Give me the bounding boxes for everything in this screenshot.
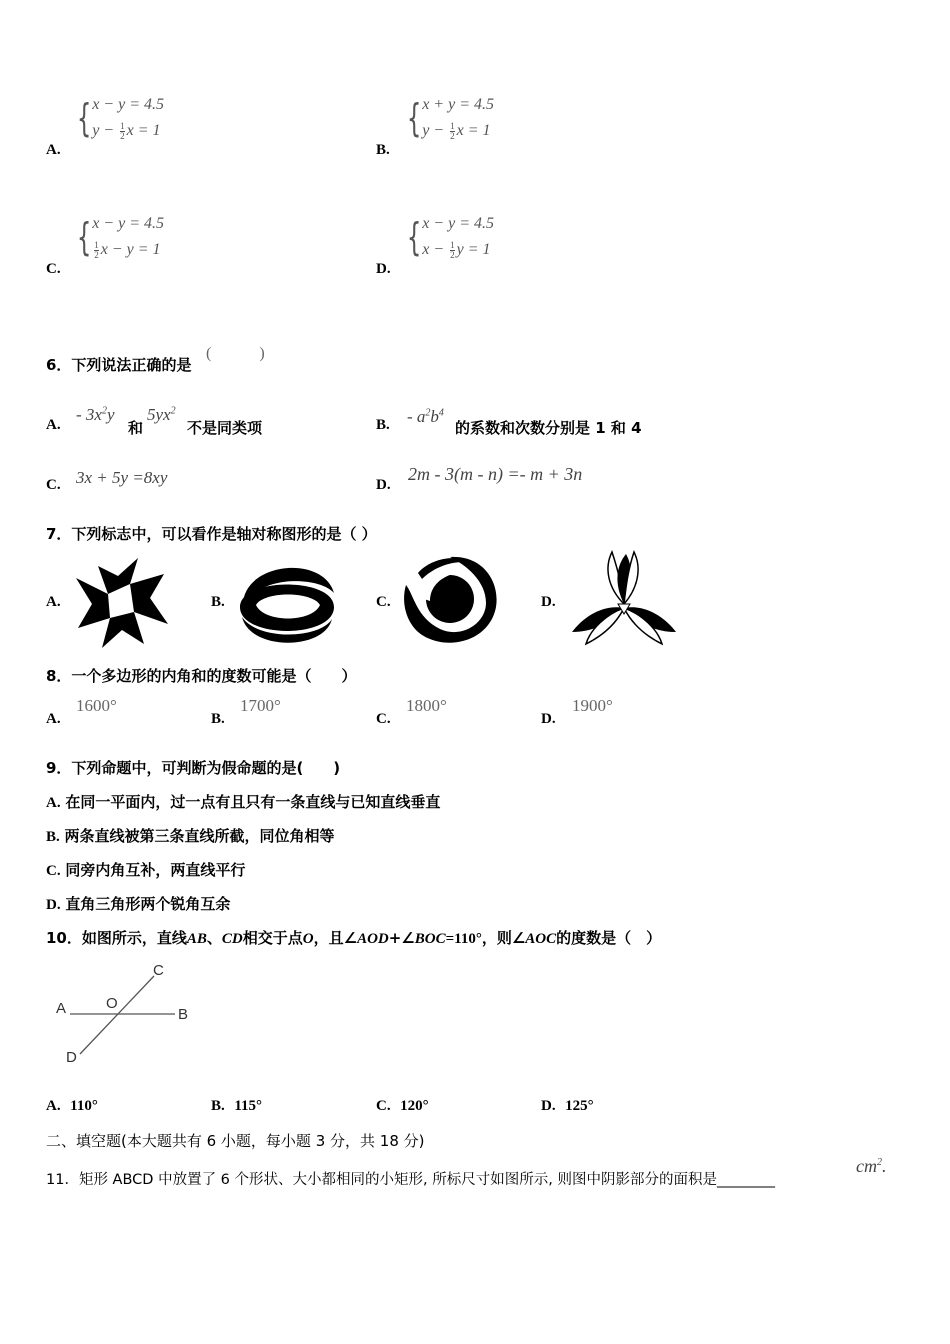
equation-2: y − $\frac{1}{2}$ x = 1: [92, 120, 161, 141]
equation-system: [72, 92, 164, 144]
q8-a-value: 1600°: [76, 696, 117, 715]
point-c-label: C: [153, 962, 164, 979]
point-b-label: B: [178, 1006, 189, 1023]
q10-option-c: C. 120°: [376, 1098, 429, 1114]
q7-logo-b: [234, 557, 340, 649]
q8-a-label: A.: [46, 711, 61, 727]
q6-d-label: D.: [376, 477, 391, 493]
equation-1: x + y = 4.5: [422, 96, 494, 113]
equation-2: $\frac{1}{2}$ x − y = 1: [94, 239, 161, 260]
brace-icon: {: [76, 215, 92, 259]
q6-a-and: 和: [128, 419, 144, 437]
q8-b-label: B.: [211, 711, 225, 727]
logo-a-star-left: [76, 578, 110, 628]
equation-2: x − $\frac{1}{2}$ y = 1: [422, 239, 491, 260]
equation-system: [402, 92, 494, 144]
line-cd: [80, 976, 154, 1054]
brace-icon: {: [406, 96, 422, 140]
q7-logo-c: [400, 553, 500, 649]
q9-option-b: B. 两条直线被第三条直线所截，同位角相等: [46, 827, 335, 845]
q7-logo-d: [568, 548, 680, 648]
q6-a-label: A.: [46, 417, 61, 433]
q6-a-term2: $5yx^2$: [147, 405, 176, 424]
q10-stem: 10．如图所示，直线AB、CD相交于点O，且∠AOD+∠BOC=110°，则∠AOC的度数是（ ）: [46, 929, 662, 947]
equation-1: x − y = 4.5: [422, 215, 494, 232]
equation-system: [72, 211, 164, 263]
option-label: D.: [376, 261, 391, 277]
point-a-label: A: [56, 1000, 67, 1017]
q6-stem: 6．下列说法正确的是: [46, 356, 192, 374]
q9-option-d: D. 直角三角形两个锐角互余: [46, 895, 231, 913]
q7-a-label: A.: [46, 594, 61, 610]
point-d-label: D: [66, 1049, 77, 1066]
q6-answer-paren: ( ): [206, 345, 265, 362]
q8-d-label: D.: [541, 711, 556, 727]
q9-option-a: A. 在同一平面内，过一点有且只有一条直线与已知直线垂直: [46, 793, 441, 811]
q7-logo-a: [72, 554, 172, 649]
q6-b-term: - $a^2b^4$: [407, 407, 444, 426]
q8-c-value: 1800°: [406, 696, 447, 715]
option-label: C.: [46, 261, 61, 277]
logo-b-ring: [240, 585, 334, 632]
q8-d-value: 1900°: [572, 696, 613, 715]
q10-figure: [50, 958, 200, 1068]
q10-option-d: D. 125°: [541, 1098, 594, 1114]
equation-system: [402, 211, 494, 263]
q7-stem: 7．下列标志中，可以看作是轴对称图形的是（ ）: [46, 525, 377, 543]
q7-d-label: D.: [541, 594, 556, 610]
q6-b-label: B.: [376, 417, 390, 433]
equation-1: x − y = 4.5: [92, 96, 164, 113]
brace-icon: {: [406, 215, 422, 259]
q6-b-text: 的系数和次数分别是 1 和 4: [455, 419, 642, 437]
option-label: A.: [46, 142, 61, 158]
q11-stem: 11．矩形 ABCD 中放置了 6 个形状、大小都相同的小矩形, 所标尺寸如图所示, 则图中阴影部分的面积是________: [46, 1172, 775, 1188]
q6-a-term1: - $3x^2y$: [76, 405, 115, 424]
q6-d-equation: 2m - 3(m - n) =- m + 3n: [408, 464, 583, 484]
point-o-label: O: [106, 995, 118, 1012]
q8-c-label: C.: [376, 711, 391, 727]
equation-2: y − $\frac{1}{2}$ x = 1: [422, 120, 491, 141]
q6-c-equation: 3x + 5y =8xy: [76, 468, 168, 487]
section-heading: 二、填空题(本大题共有 6 小题，每小题 3 分，共 18 分): [46, 1132, 425, 1150]
q7-c-label: C.: [376, 594, 391, 610]
logo-a-star-right: [130, 574, 168, 624]
brace-icon: {: [76, 96, 92, 140]
q10-option-a: A. 110°: [46, 1098, 98, 1114]
q7-b-label: B.: [211, 594, 225, 610]
q6-c-label: C.: [46, 477, 61, 493]
q9-stem: 9．下列命题中，可判断为假命题的是( ): [46, 759, 341, 777]
q8-b-value: 1700°: [240, 696, 281, 715]
option-label: B.: [376, 142, 390, 158]
equation-1: x − y = 4.5: [92, 215, 164, 232]
q8-stem: 8．一个多边形的内角和的度数可能是（ ）: [46, 667, 357, 685]
q10-option-b: B. 115°: [211, 1098, 262, 1114]
q9-option-c: C. 同旁内角互补，两直线平行: [46, 861, 246, 879]
q11-unit: $cm^2$.: [856, 1156, 887, 1176]
q6-a-text: 不是同类项: [187, 419, 263, 437]
